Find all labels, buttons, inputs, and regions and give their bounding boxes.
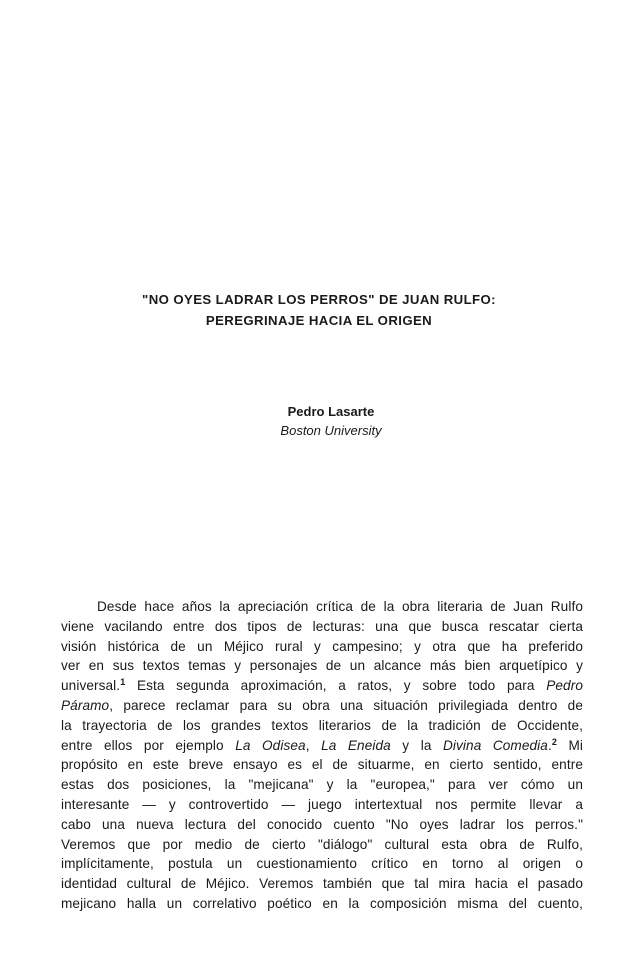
body-text-segment: Mi: [556, 737, 584, 753]
footnote-marker-1: 1: [120, 677, 126, 688]
body-text-segment: entre ellos por ejemplo: [61, 737, 236, 753]
author-name: Pedro Lasarte: [287, 404, 375, 419]
body-line: mejicano halla un correlativo poético en la composición misma del cuento,: [61, 895, 583, 911]
body-text-segment: ,: [305, 737, 322, 753]
body-line: [61, 676, 583, 696]
body-line: cabo una nueva lectura del conocido cuento "No oyes ladrar los perros.": [61, 816, 583, 832]
body-text-segment: Esta segunda aproximación, a ratos, y sobre todo para: [125, 678, 547, 694]
body-text-segment: .: [547, 737, 552, 753]
article-title-line-2: PEREGRINAJE HACIA EL ORIGEN: [205, 313, 433, 328]
body-text-segment: universal.: [61, 678, 121, 694]
work-title-odisea: La Odisea: [235, 737, 306, 753]
body-line: Veremos que por medio de cierto "diálogo" cultural esta obra de Rulfo,: [61, 836, 583, 852]
body-line: propósito en este breve ensayo es el de situarme, en cierto sentido, entre: [61, 757, 583, 773]
author-affiliation: Boston University: [280, 423, 382, 438]
body-line: identidad cultural de Méjico. Veremos también que tal mira hacia el pasado: [61, 876, 583, 892]
body-line: [61, 736, 583, 756]
work-title-divina-comedia: Divina Comedia: [442, 737, 548, 753]
article-title-line-1: "NO OYES LADRAR LOS PERROS" DE JUAN RULFO:: [142, 292, 496, 307]
work-title-pedro: Pedro: [546, 678, 583, 694]
body-text-segment: y la: [390, 737, 443, 753]
body-paragraph: [61, 597, 583, 914]
author-block: [0, 402, 638, 440]
body-line: viene vacilando entre dos tipos de lecturas: una que busca rescatar cierta: [61, 618, 583, 634]
body-line: la trayectoria de los grandes textos literarios de la tradición de Occidente,: [61, 717, 583, 733]
body-line: implícitamente, postula un cuestionamiento crítico en torno al origen o: [61, 856, 583, 872]
body-line: [61, 696, 583, 716]
work-title-eneida: La Eneida: [321, 737, 391, 753]
body-text-segment: , parece reclamar para su obra una situación privilegiada dentro de: [109, 697, 583, 713]
body-line: interesante — y controvertido — juego intertextual nos permite llevar a: [61, 796, 583, 812]
body-line: Desde hace años la apreciación crítica de la obra literaria de Juan Rulfo: [97, 599, 583, 614]
work-title-paramo: Páramo: [61, 697, 110, 713]
footnote-marker-2: 2: [551, 736, 557, 747]
body-line: ver en sus textos temas y personajes de un alcance más bien arquetípico y: [61, 658, 583, 674]
body-line: estas dos posiciones, la "mejicana" y la "europea," para ver cómo un: [61, 777, 583, 793]
body-line: visión histórica de un Méjico rural y campesino; y otra que ha preferido: [61, 638, 583, 654]
